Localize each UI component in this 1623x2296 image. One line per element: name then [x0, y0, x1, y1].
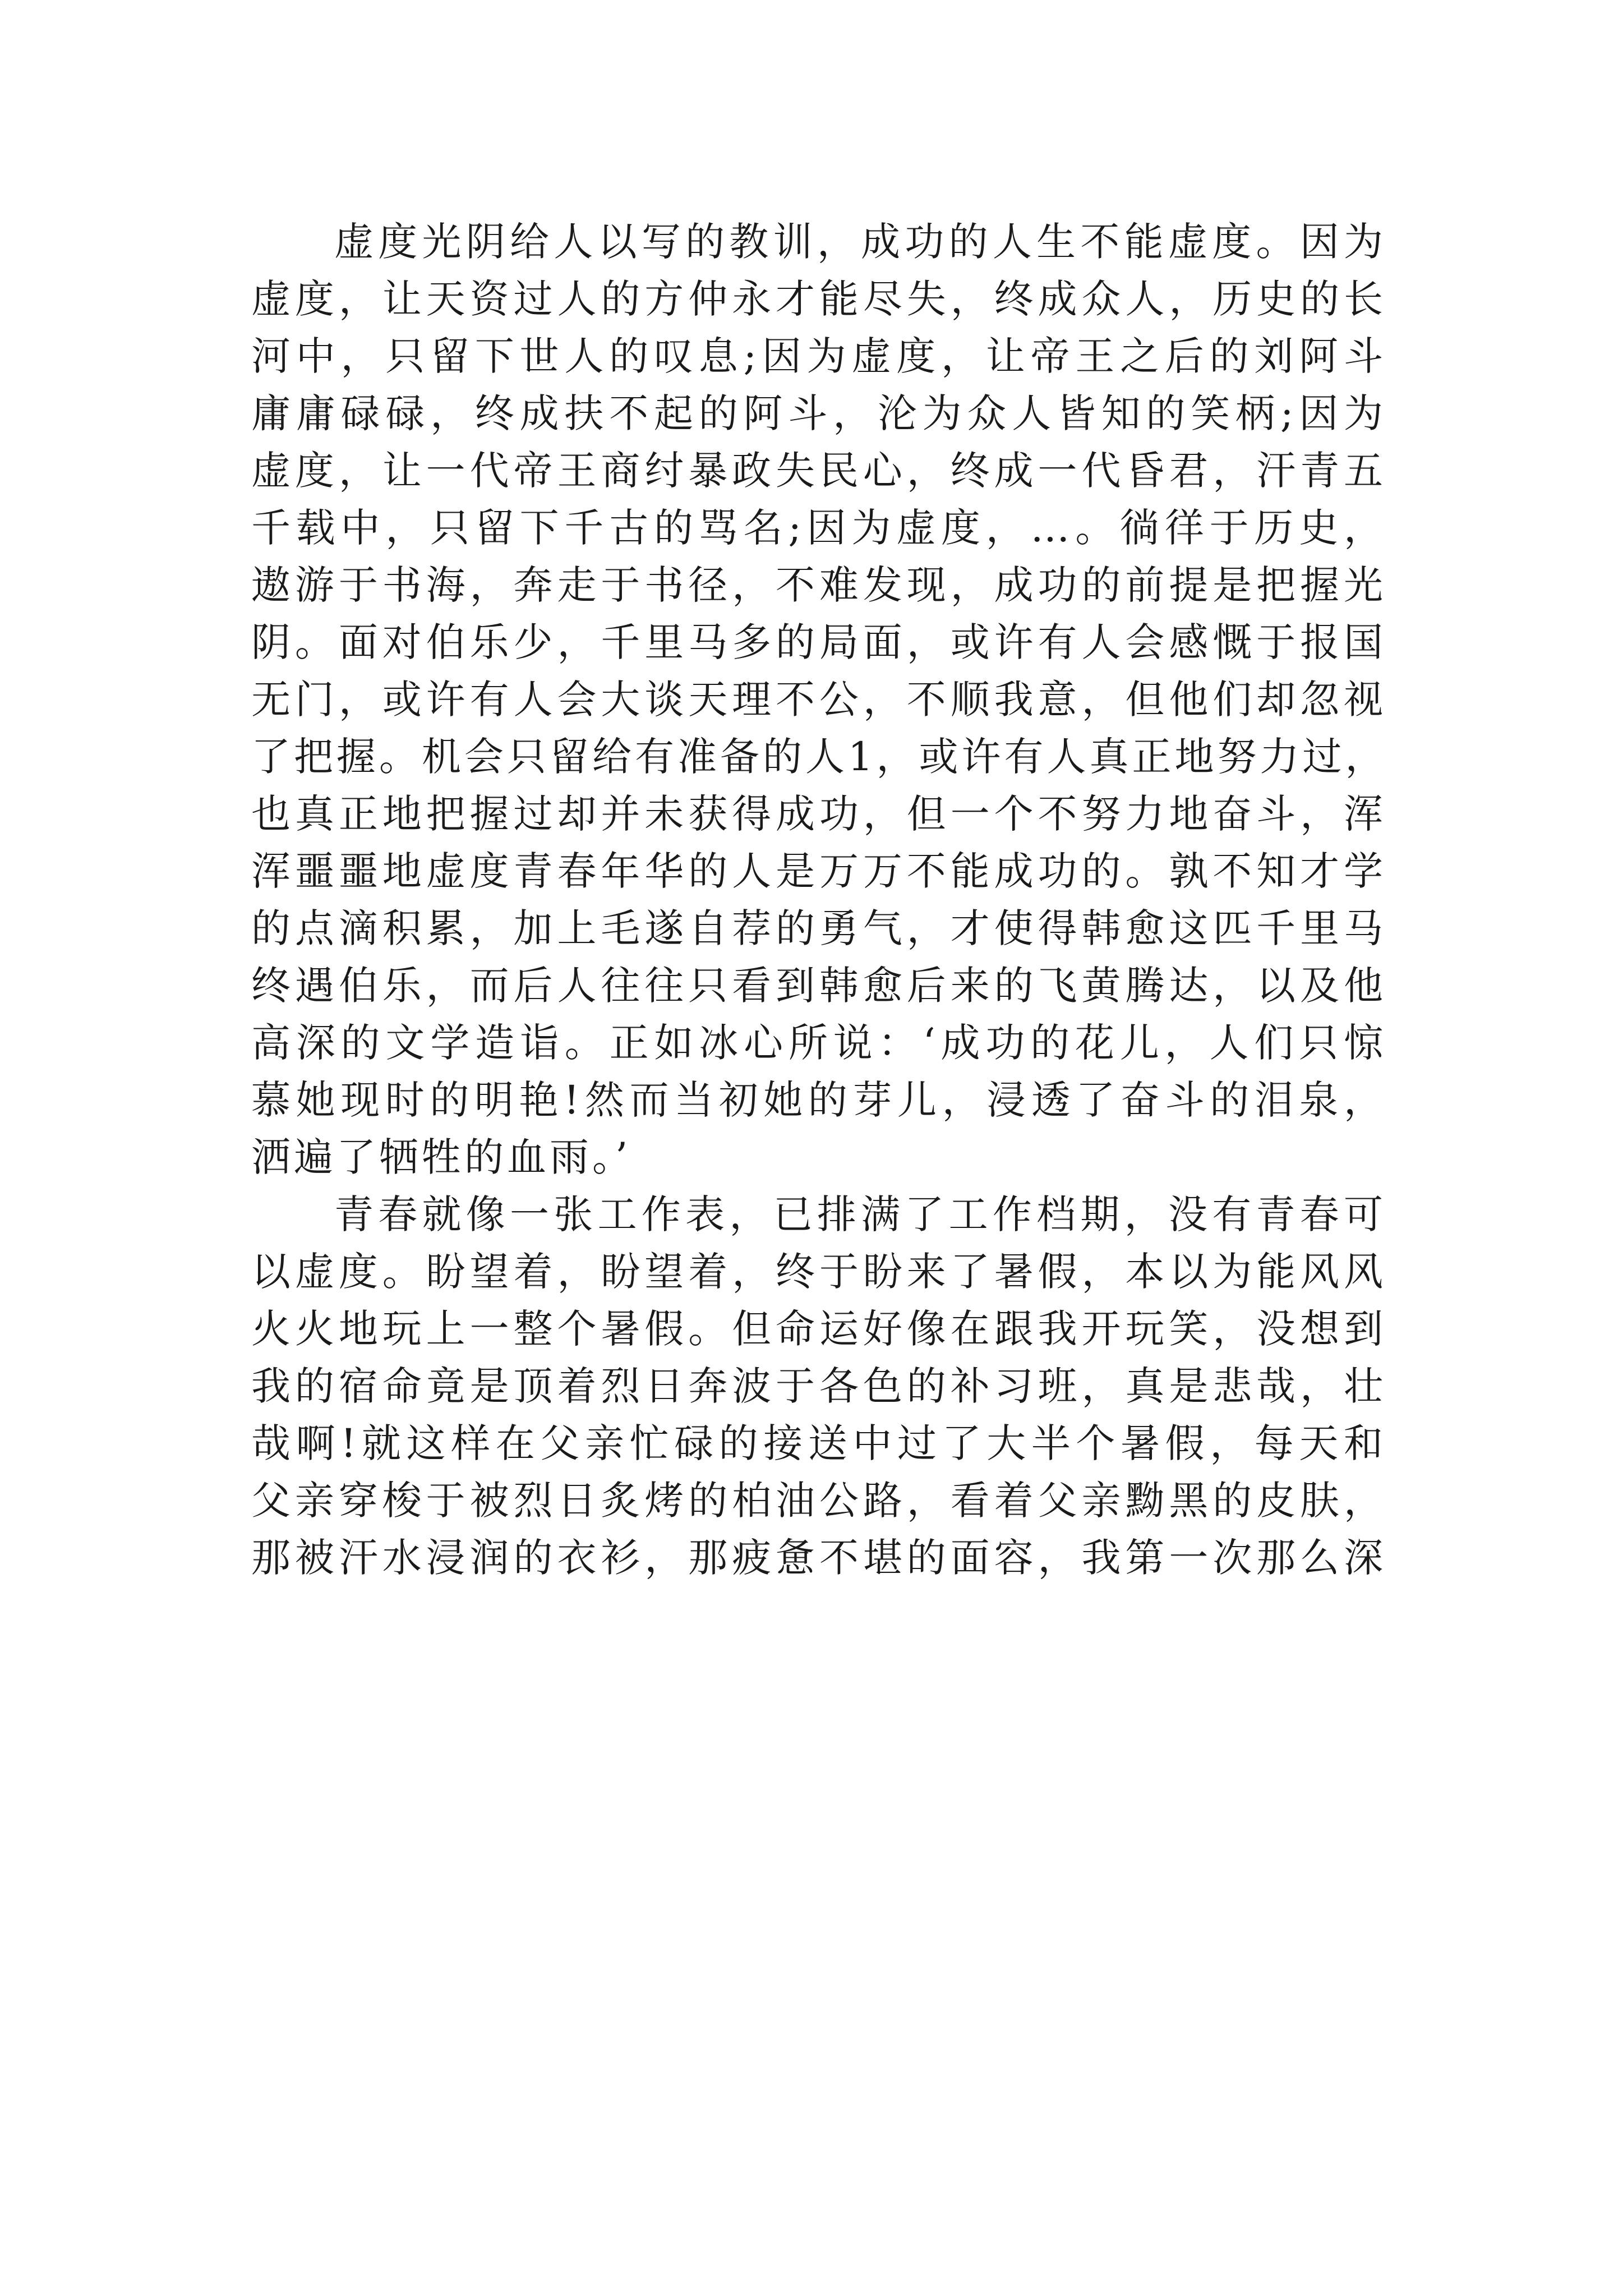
text-line: 那被汗水浸润的衣衫，那疲惫不堪的面容，我第一次那么深: [251, 1535, 1386, 1581]
text-line: 终遇伯乐，而后人往往只看到韩愈后来的飞黄腾达，以及他: [251, 963, 1386, 1009]
text-line: 千载中，只留下千古的骂名;因为虚度，…。徜徉于历史，: [251, 505, 1386, 551]
text-line: 高深的文学造诣。正如冰心所说：‘成功的花儿，人们只惊: [251, 1020, 1386, 1066]
text-line: 以虚度。盼望着，盼望着，终于盼来了暑假，本以为能风风: [251, 1249, 1386, 1295]
text-line: 庸庸碌碌，终成扶不起的阿斗，沦为众人皆知的笑柄;因为: [251, 390, 1386, 436]
text-line: 虚度，让一代帝王商纣暴政失民心，终成一代昏君，汗青五: [251, 448, 1386, 494]
text-line: 我的宿命竟是顶着烈日奔波于各色的补习班，真是悲哉，壮: [251, 1363, 1386, 1409]
text-line: 河中，只留下世人的叹息;因为虚度，让帝王之后的刘阿斗: [251, 333, 1386, 379]
text-line: 青春就像一张工作表，已排满了工作档期，没有青春可: [334, 1191, 1386, 1237]
text-line: 了把握。机会只留给有准备的人1，或许有人真正地努力过，: [251, 734, 1388, 780]
text-line: 父亲穿梭于被烈日炙烤的柏油公路，看着父亲黝黑的皮肤，: [251, 1478, 1386, 1524]
text-line: 阴。面对伯乐少，千里马多的局面，或许有人会感慨于报国: [251, 619, 1386, 665]
text-line: 虚度光阴给人以写的教训，成功的人生不能虚度。因为: [334, 219, 1386, 265]
paragraph-2: [251, 1186, 1386, 1586]
text-line: 无门，或许有人会大谈天理不公，不顺我意，但他们却忽视: [251, 677, 1386, 723]
text-line: 慕她现时的明艳!然而当初她的芽儿，浸透了奋斗的泪泉，: [251, 1077, 1386, 1123]
text-line: 哉啊!就这样在父亲忙碌的接送中过了大半个暑假，每天和: [251, 1420, 1386, 1466]
text-line: 虚度，让天资过人的方仲永才能尽失，终成众人，历史的长: [251, 276, 1386, 322]
text-line: 的点滴积累，加上毛遂自荐的勇气，才使得韩愈这匹千里马: [251, 905, 1386, 951]
text-line: 洒遍了牺牲的血雨。’: [251, 1134, 631, 1180]
document-body: [251, 213, 1386, 1586]
text-line: 火火地玩上一整个暑假。但命运好像在跟我开玩笑，没想到: [251, 1306, 1386, 1352]
paragraph-1: [251, 213, 1386, 1186]
text-line: 遨游于书海，奔走于书径，不难发现，成功的前提是把握光: [251, 562, 1386, 608]
text-line: 也真正地把握过却并未获得成功，但一个不努力地奋斗，浑: [251, 791, 1386, 837]
text-line: 浑噩噩地虚度青春年华的人是万万不能成功的。孰不知才学: [251, 848, 1386, 894]
